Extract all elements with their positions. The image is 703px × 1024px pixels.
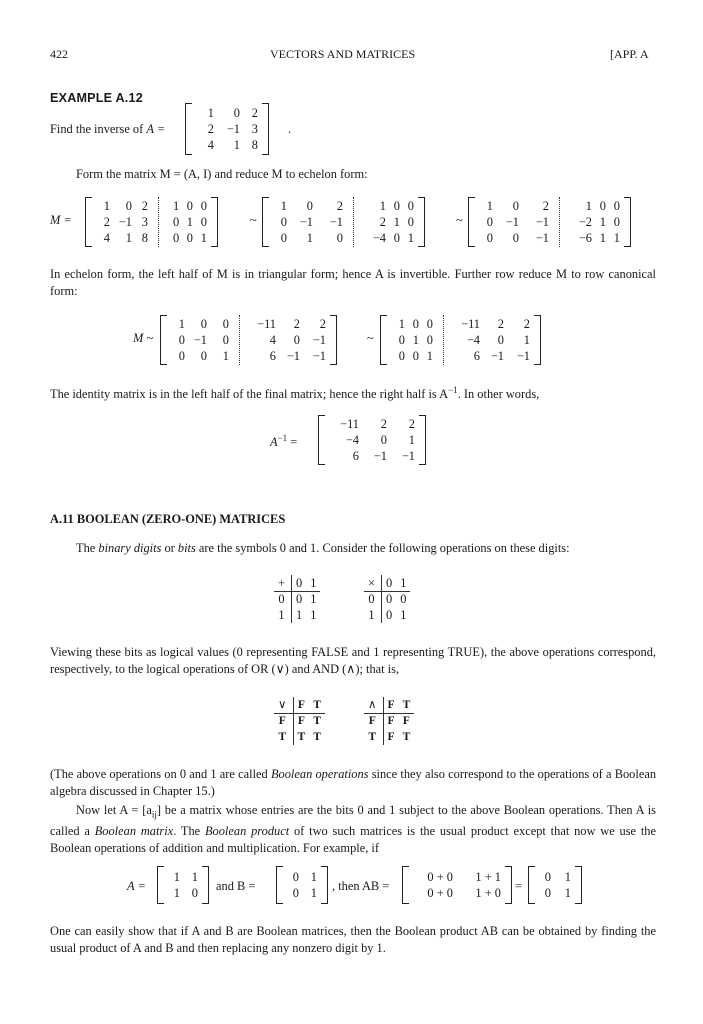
matrix-cell: 0 [398,332,405,347]
matrix-cell: 1 [585,198,592,213]
matrix-cell: 3 [141,214,148,229]
table-cell: ∨ [274,697,293,713]
matrix-cell: −1 [226,121,240,136]
matrix-cell: 0 + 0 [427,885,453,900]
table-cell: F [274,713,293,729]
matrix-ex-A [157,866,209,904]
matrix-cell: 0 [613,214,620,229]
matrix-cell: 1 [398,316,405,331]
matrix-cell: 4 [103,230,110,245]
running-title: VECTORS AND MATRICES [270,47,416,61]
matrix-ex-AB [402,866,512,904]
table-row [274,575,320,591]
table-cell: 1 [364,607,382,623]
table-cell: F [387,714,395,728]
matrix-cell: −11 [461,316,480,331]
matrix-cell: 2 [408,416,415,431]
matrix-cell: 2 [207,121,214,136]
identity-text: The identity matrix is in the left half of the final matrix; hence the right half is $A^{-1}$. In other words, [50,385,540,402]
matrix-cell: 0 [426,332,433,347]
example-title: EXAMPLE A.12 [50,91,143,105]
and-table [364,697,414,745]
table-cell: 0 [296,592,303,607]
matrix-cell: −1 [516,348,530,363]
table-cell: 1 [296,608,303,622]
table-cell: 1 [274,607,292,623]
matrix-cell: 0 [200,348,207,363]
M-symbol: M = [50,213,72,227]
table-row [364,713,414,729]
or-table [274,697,325,745]
matrix-cell: 0 [200,198,207,213]
matrix-cell: 2 [319,316,326,331]
matrix-cell: 0 [486,214,493,229]
matrix-cell: 1 [408,432,415,447]
matrix-cell: 1 [310,885,317,900]
plus-table [274,575,320,623]
times-table [364,575,410,623]
matrix-cell: 0 [412,348,419,363]
matrix-cell: 1 [426,348,433,363]
matrix-M1 [262,197,425,247]
table-cell: 1 [310,592,317,607]
table-cell: 1 [310,608,317,622]
table-cell: T [313,714,321,728]
intro-text: The binary digits or bits are the symbols 0 and 1. Consider the following operations on these digits: [76,541,570,555]
table-cell: 1 [400,608,407,622]
matrix-cell: 2 [497,316,504,331]
table-cell: F [364,713,383,729]
tilde-2: ~ [456,213,463,227]
table-cell: × [364,575,382,591]
matrix-cell: 0 [178,332,185,347]
matrix-cell: −1 [312,348,326,363]
matrix-cell: 4 [269,332,276,347]
table-cell: F [383,697,399,713]
matrix-cell: 2 [293,316,300,331]
table-cell: T [402,730,411,743]
matrix-cell: 2 [380,416,387,431]
table-cell: F [293,697,309,713]
matrix-cell: 0 [200,316,207,331]
matrix-cell: 2 [251,105,258,120]
section-heading: A.11 BOOLEAN (ZERO-ONE) MATRICES [50,512,286,526]
table-cell: T [309,697,325,713]
matrix-cell: 0 [599,198,606,213]
matrix-cell: 0 [292,869,299,884]
matrix-cell: 1 [178,316,185,331]
matrix-cell: 6 [269,348,276,363]
table-cell: 0 [400,592,407,607]
matrix-cell: 0 [512,198,519,213]
appendix-label: [APP. A [610,47,649,61]
matrix-cell: 1 [173,885,180,900]
matrix-cell: −1 [193,332,207,347]
table-row [274,729,325,745]
table-row [274,591,320,607]
matrix-cell: 0 [613,198,620,213]
then-AB-text: , then AB = [332,879,390,893]
table-cell: 0 [292,575,307,591]
matrix-cell: 0 [393,230,400,245]
matrix-cell: −4 [466,332,480,347]
matrix-cell: 1 [207,105,214,120]
matrix-cell: 1 [280,198,287,213]
matrix-cell: 0 [125,198,132,213]
matrix-cell: −1 [329,214,343,229]
table-row [364,575,410,591]
matrix-ex-result [528,866,582,904]
boolean-matrix-text: Now let $A = [a_{ij}]$ be a matrix whose entries are the bits 0 and 1 subject to the above Boolean operations. Then A is called a Boolean matrix. The Boolean product of two such matrices is the usual product except that now we use the Boolean operations of addition and multiplication. For example, if [50,803,657,856]
matrix-cell: 0 [393,198,400,213]
table-cell: T [399,697,415,713]
matrix-cell: 3 [251,121,258,136]
matrix-A [185,103,269,155]
echelon-text: In echelon form, the left half of M is in triangular form; hence A is invertible. Further row reduce M to row canonical form: [50,267,656,298]
matrix-cell: 1 + 0 [475,885,501,900]
matrix-cell: 1 [407,230,414,245]
matrix-cell: 0 [222,332,229,347]
matrix-M2 [468,197,631,247]
matrix-cell: 0 [398,348,405,363]
matrix-cell: 1 [412,332,419,347]
and-B-text: and B = [216,879,256,893]
matrix-cell: 0 [544,885,551,900]
matrix-cell: 1 [200,230,207,245]
matrix-cell: 1 [306,230,313,245]
matrix-cell: −6 [578,230,592,245]
matrix-cell: 0 [173,230,180,245]
ex-A-symbol: A = [127,879,146,893]
matrix-M4 [380,315,541,365]
table-row [364,729,414,745]
matrix-cell: 1 [233,137,240,152]
matrix-cell: 1 + 1 [475,869,501,884]
matrix-cell: 8 [251,137,258,152]
matrix-cell: 2 [141,198,148,213]
matrix-cell: 6 [352,448,359,463]
matrix-cell: 8 [141,230,148,245]
matrix-cell: 1 [613,230,620,245]
find-text: Find the inverse of A = [50,122,166,136]
matrix-cell: 2 [379,214,386,229]
matrix-cell: −1 [286,348,300,363]
table-cell: 1 [396,575,410,591]
matrix-cell: −1 [401,448,415,463]
Ainv-symbol: $A^{-1}$ = [270,433,298,450]
table-cell: 0 [274,591,292,607]
matrix-cell: 0 [380,432,387,447]
table-row [274,713,325,729]
matrix-cell: 0 [497,332,504,347]
matrix-cell: 0 [280,230,287,245]
matrix-cell: 1 [222,348,229,363]
matrix-cell: 0 + 0 [427,869,453,884]
matrix-cell: −11 [257,316,276,331]
matrix-M3 [160,315,337,365]
matrix-cell: 0 [512,230,519,245]
table-cell: T [364,729,383,745]
matrix-A-inverse [318,415,426,465]
matrix-cell: 0 [222,316,229,331]
matrix-cell: −1 [535,230,549,245]
matrix-cell: 0 [426,316,433,331]
table-cell: F [387,730,395,743]
matrix-ex-B [276,866,328,904]
table-cell: ∧ [364,697,383,713]
matrix-cell: 4 [207,137,214,152]
matrix-cell: 1 [523,332,530,347]
tilde-3: ~ [367,331,374,345]
table-cell: 1 [306,575,320,591]
matrix-M0 [85,197,218,247]
matrix-cell: 0 [233,105,240,120]
matrix-cell: 1 [173,869,180,884]
table-cell: F [402,714,410,728]
page-number: 422 [50,47,68,61]
matrix-cell: −1 [373,448,387,463]
matrix-cell: −4 [372,230,386,245]
matrix-cell: 0 [486,230,493,245]
matrix-cell: 0 [173,214,180,229]
matrix-cell: 2 [103,214,110,229]
tilde-1: ~ [250,213,257,227]
table-cell: T [313,730,321,743]
matrix-cell: 1 [393,214,400,229]
matrix-cell: 1 [125,230,132,245]
table-cell: F [297,714,305,728]
table-cell: + [274,575,292,591]
matrix-cell: −1 [505,214,519,229]
matrix-cell: −4 [345,432,359,447]
matrix-cell: −11 [340,416,359,431]
matrix-cell: 0 [412,316,419,331]
period: . [288,122,292,136]
matrix-cell: 1 [173,198,180,213]
matrix-cell: 1 [599,230,606,245]
table-cell: T [274,729,293,745]
matrix-cell: −1 [490,348,504,363]
matrix-cell: 0 [186,198,193,213]
matrix-cell: 1 [564,885,571,900]
matrix-cell: 1 [186,214,193,229]
closing-text: One can easily show that if A and B are Boolean matrices, then the Boolean product AB can be obtained by finding the usual product of A and B and then replacing any nonzero digit by 1. [50,924,656,955]
matrix-cell: 0 [200,214,207,229]
table-cell: 0 [382,575,397,591]
matrix-cell: 1 [599,214,606,229]
matrix-cell: 0 [191,885,198,900]
matrix-cell: 6 [473,348,480,363]
viewing-text: Viewing these bits as logical values (0 representing FALSE and 1 representing TRUE), the above operations correspond, respectively, to the logical operations of OR (∨) and AND (∧); that is, [50,645,656,676]
matrix-cell: 1 [486,198,493,213]
table-row [364,591,410,607]
matrix-cell: 1 [564,869,571,884]
matrix-cell: 0 [292,885,299,900]
table-cell: 0 [386,592,393,607]
matrix-cell: 1 [103,198,110,213]
matrix-cell: 0 [306,198,313,213]
table-cell: 0 [386,608,393,622]
table-row [274,607,320,623]
table-row [364,697,414,713]
boolean-operations-text: (The above operations on 0 and 1 are called Boolean operations since they also correspond to the operations of a Boolean algebra discussed in Chapter 15.) [50,767,657,798]
matrix-cell: 0 [407,214,414,229]
table-row [274,697,325,713]
matrix-cell: 0 [293,332,300,347]
matrix-cell: 0 [407,198,414,213]
matrix-cell: 1 [191,869,198,884]
matrix-cell: 1 [379,198,386,213]
form-text: Form the matrix M = (A, I) and reduce M to echelon form: [76,167,368,181]
matrix-cell: 1 [310,869,317,884]
matrix-cell: 2 [523,316,530,331]
matrix-cell: 2 [336,198,343,213]
table-row [364,607,410,623]
matrix-cell: −1 [312,332,326,347]
matrix-cell: 0 [336,230,343,245]
matrix-cell: 0 [544,869,551,884]
matrix-cell: −2 [578,214,592,229]
matrix-cell: 0 [178,348,185,363]
equals-sign: = [515,879,522,893]
matrix-cell: 0 [280,214,287,229]
matrix-cell: 0 [186,230,193,245]
matrix-cell: −1 [118,214,132,229]
matrix-cell: 2 [542,198,549,213]
matrix-cell: −1 [535,214,549,229]
M-tilde-symbol: M ~ [133,331,154,345]
table-cell: T [297,730,306,743]
table-cell: 0 [364,591,382,607]
matrix-cell: −1 [299,214,313,229]
